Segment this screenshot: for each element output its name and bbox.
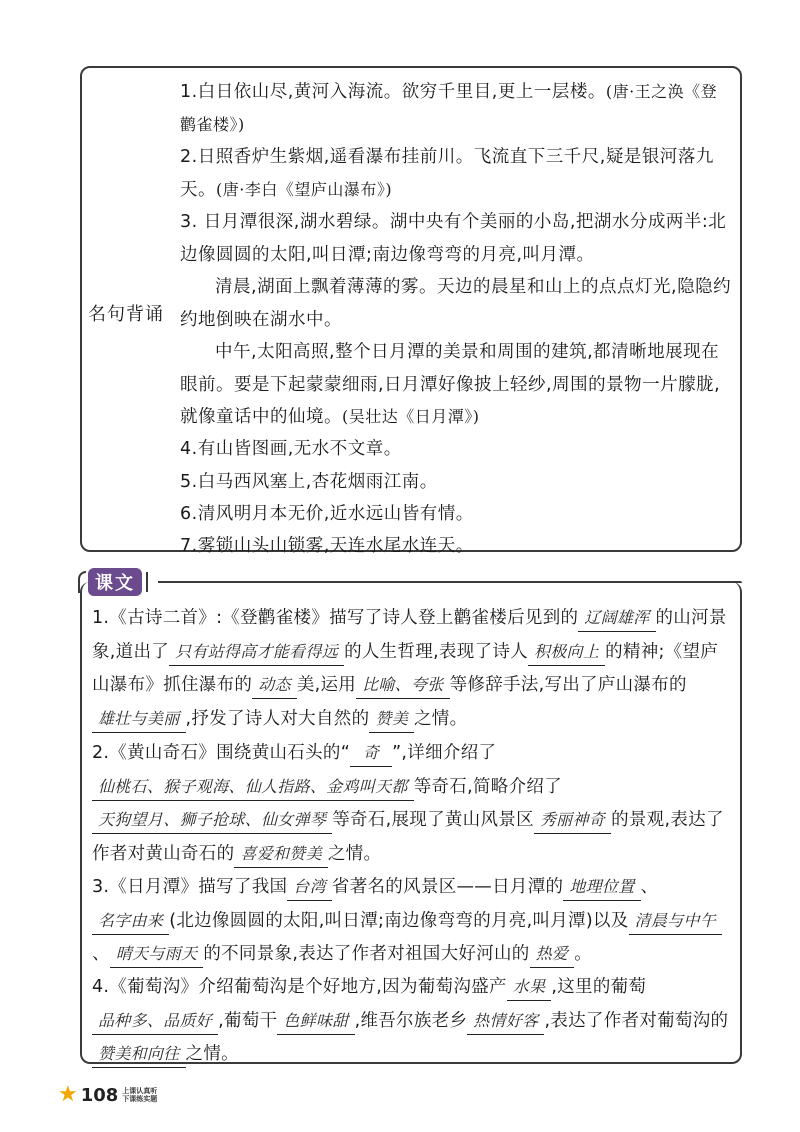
answer-blank: 辽阔雄浑 <box>578 605 655 632</box>
brand-slogan: 上课认真听 下课练实题 <box>122 1087 158 1103</box>
answer-blank: 奇 <box>350 740 392 767</box>
quote-3-para-3: 中午,太阳高照,整个日月潭的美景和周围的建筑,都清晰地展现在眼前。要是下起蒙蒙细雨,日月潭好像披上轻纱,周围的景物一片朦胧,就像童话中的仙境。(吴壮达《日月潭》) <box>180 342 721 427</box>
answer-blank: 赞美 <box>369 706 414 733</box>
answer-blank: 名字由来 <box>92 908 169 935</box>
page-footer <box>58 1084 157 1106</box>
star-icon: ★ <box>58 1082 78 1107</box>
answer-blank: 赞美和向往 <box>92 1041 186 1068</box>
answer-blank: 动态 <box>252 672 297 699</box>
kewen-paragraph-3: 3.《日月潭》描写了我国 台湾 省著名的风景区——日月潭的 地理位置 、名字由来 (北边像圆圆的太阳,叫日潭;南边像弯弯的月亮,叫月潭)以及 清晨与中午、 晴天与雨天 的不同景象,表达了作者对祖国大好河山的 热爱 。 <box>92 871 734 972</box>
answer-blank: 品种多、品质好 <box>92 1008 218 1035</box>
answer-blank: 喜爱和赞美 <box>234 841 328 868</box>
quote-7: 7.雾锁山头山锁雾,天连水尾水连天。 <box>180 536 474 556</box>
answer-blank: 天狗望月、狮子抢球、仙女弹琴 <box>92 807 332 834</box>
quote-4: 4.有山皆图画,无水不文章。 <box>180 439 402 459</box>
quote-1: 1.白日依山尽,黄河入海流。欲穷千里目,更上一层楼。(唐·王之涣《登鹳雀楼》) <box>180 82 718 134</box>
answer-blank: 仙桃石、猴子观海、仙人指路、金鸡叫天都 <box>92 774 414 801</box>
answer-blank: 水果 <box>507 974 552 1001</box>
kewen-paragraph-1: 1.《古诗二首》:《登鹳雀楼》描写了诗人登上鹳雀楼后见到的 辽阔雄浑 的山河景象,道出了 只有站得高才能看得远 的人生哲理,表现了诗人 积极向上 的精神;《望庐山瀑布》抓住瀑布的 动态 美,运用 比喻、夸张 等修辞手法,写出了庐山瀑布的雄壮与美丽 ,抒发了诗人对大自然的 赞美 之情。 <box>92 602 734 736</box>
quote-6: 6.清风明月本无价,近水远山皆有情。 <box>180 504 474 524</box>
answer-blank: 只有站得高才能看得远 <box>169 639 344 666</box>
answer-blank: 热爱 <box>530 941 575 968</box>
kewen-badge: 课文 <box>88 568 142 596</box>
answer-blank: 秀丽神奇 <box>534 807 611 834</box>
answer-blank: 热情好客 <box>467 1008 544 1035</box>
page-number: 108 <box>80 1084 119 1106</box>
answer-blank: 雄壮与美丽 <box>92 706 186 733</box>
kewen-paragraph-2: 2.《黄山奇石》围绕黄山石头的“ 奇 ”,详细介绍了仙桃石、猴子观海、仙人指路、金鸡叫天都 等奇石,简略介绍了天狗望月、狮子抢球、仙女弹琴 等奇石,展现了黄山风景区 秀丽神奇 的景观,表达了作者对黄山奇石的 喜爱和赞美 之情。 <box>92 737 734 871</box>
quote-3-para-1: 3. 日月潭很深,湖水碧绿。湖中央有个美丽的小岛,把湖水分成两半:北边像圆圆的太阳,叫日潭;南边像弯弯的月亮,叫月潭。 <box>180 212 727 265</box>
answer-blank: 清晨与中午 <box>629 908 723 935</box>
quote-5: 5.白马西风塞上,杏花烟雨江南。 <box>180 472 438 492</box>
answer-blank: 比喻、夸张 <box>356 672 450 699</box>
answer-blank: 色鲜味甜 <box>277 1008 354 1035</box>
answer-blank: 积极向上 <box>528 639 605 666</box>
answer-blank: 晴天与雨天 <box>110 941 204 968</box>
section-label-quotes: 名句背诵 <box>88 304 164 325</box>
answer-blank: 地理位置 <box>563 874 640 901</box>
quote-2: 2.日照香炉生紫烟,遥看瀑布挂前川。飞流直下三千尺,疑是银河落九天。(唐·李白《望庐山瀑布》) <box>180 147 714 200</box>
answer-blank: 台湾 <box>287 874 332 901</box>
quote-3-para-2: 清晨,湖面上飘着薄薄的雾。天边的晨星和山上的点点灯光,隐隐约约地倒映在湖水中。 <box>180 277 732 330</box>
kewen-paragraph-4: 4.《葡萄沟》介绍葡萄沟是个好地方,因为葡萄沟盛产 水果 ,这里的葡萄品种多、品质好 ,葡萄干 色鲜味甜 ,维吾尔族老乡 热情好客 ,表达了作者对葡萄沟的赞美和向往 之情。 <box>92 971 734 1072</box>
